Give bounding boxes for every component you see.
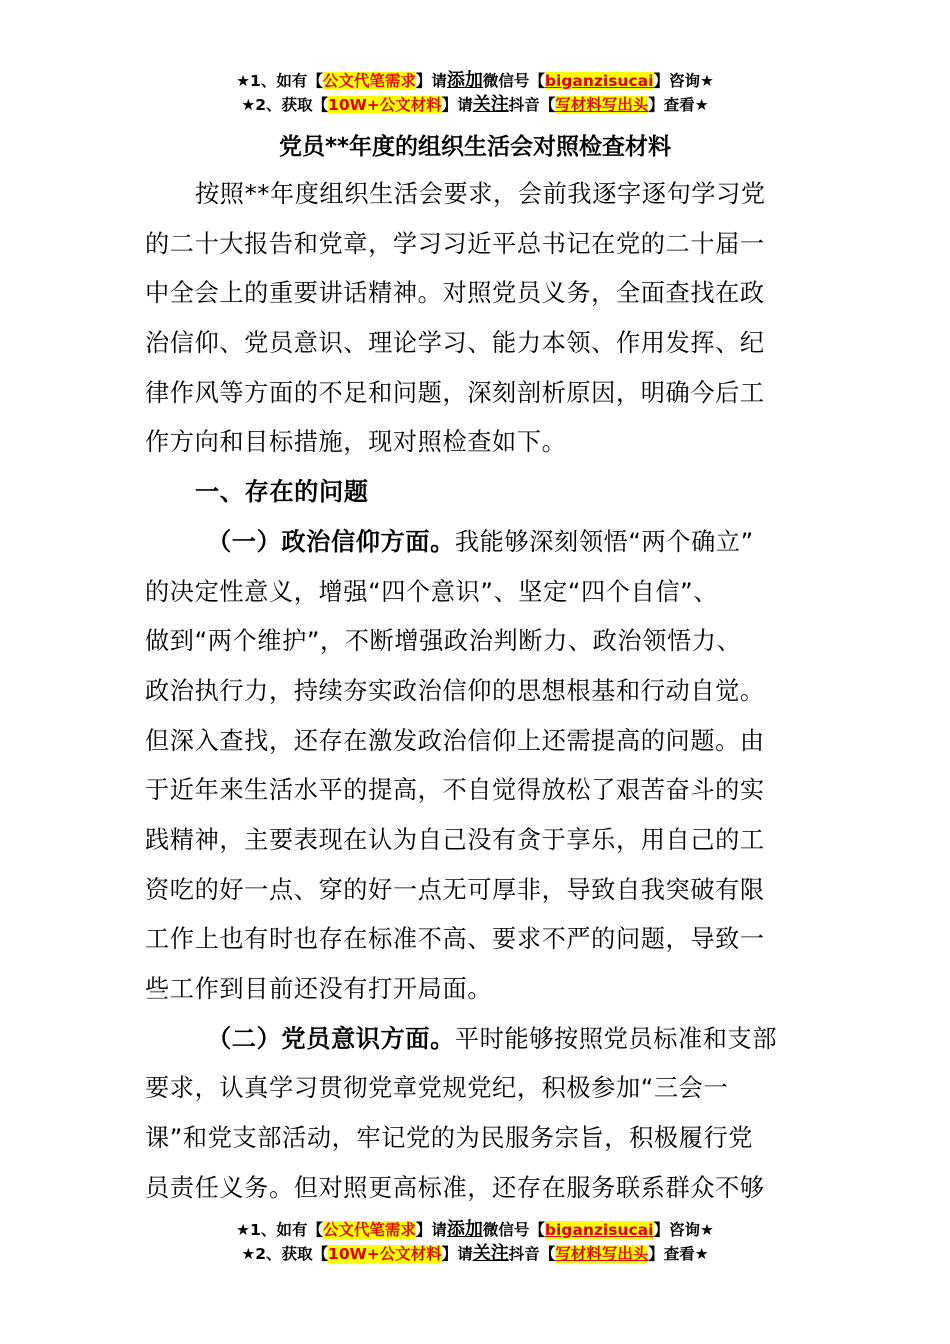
banner-text: 】查看★ (648, 1245, 709, 1263)
para-text: 我能够深刻领悟“两个确立” (454, 527, 754, 556)
banner-text: 】咨询★ (653, 1221, 714, 1239)
wechat-id: biganzisucai (544, 1221, 654, 1239)
para-line: 要求，认真学习贯彻党章党规党纪，积极参加“三会一 (145, 1074, 729, 1103)
para-line: 律作风等方面的不足和问题，深刻剖析原因，明确今后工 (145, 378, 765, 407)
banner-text: 】咨询★ (653, 72, 714, 90)
para-line: 践精神，主要表现在认为自己没有贪于享乐，用自己的工 (145, 825, 765, 854)
para-line: 的决定性意义，增强“四个意识”、坚定“四个自信”、 (145, 577, 719, 606)
banner-underline: 关注 (472, 94, 509, 115)
document-body (145, 170, 810, 1213)
para-line: 些工作到目前还没有打开局面。 (145, 975, 493, 1003)
para-line (145, 518, 810, 568)
para-text: 平时能够按照党员标准和支部 (454, 1024, 778, 1053)
wechat-id: biganzisucai (544, 72, 654, 90)
banner-text: ★1、如有【 (236, 72, 323, 90)
banner-text: 抖音【 (508, 96, 556, 114)
banner-underline: 关注 (472, 1243, 509, 1264)
para-line: 但深入查找，还存在激发政治信仰上还需提高的问题。由 (145, 726, 765, 755)
banner-text: ★2、获取【 (241, 96, 329, 114)
banner-text: ★2、获取【 (241, 1245, 329, 1263)
douyin-id: 写材料写出头 (555, 96, 649, 114)
para-line: 员责任义务。但对照更高标准，还存在服务联系群众不够 (145, 1173, 765, 1202)
para-line: 资吃的好一点、穿的好一点无可厚非，导致自我突破有限 (145, 875, 765, 904)
header-banner-line2 (0, 93, 950, 117)
banner-text: 】查看★ (648, 96, 709, 114)
document-title: 党员**年度的组织生活会对照检查材料 (278, 134, 672, 160)
para-line: 治信仰、党员意识、理论学习、能力本领、作用发挥、纪 (145, 329, 765, 358)
footer-banner-line2 (0, 1242, 950, 1266)
banner-text: 】请 (441, 96, 473, 114)
para-line: 作方向和目标措施，现对照检查如下。 (145, 428, 567, 457)
douyin-id: 写材料写出头 (555, 1245, 649, 1263)
para-line: 课”和党支部活动，牢记党的为民服务宗旨，积极履行党 (145, 1124, 754, 1153)
banner-highlight: 公文代笔需求 (322, 72, 416, 90)
banner-underline: 添加 (446, 1219, 483, 1240)
section-heading (145, 468, 810, 518)
heading-text: 一、存在的问题 (195, 478, 369, 507)
banner-text: 微信号【 (482, 72, 545, 90)
para-line: 的二十大报告和党章，学习习近平总书记在党的二十届一 (145, 229, 765, 258)
subheading: （二）党员意识方面。 (207, 1024, 455, 1053)
para-line (145, 1015, 810, 1065)
banner-highlight: 10W+公文材料 (328, 1245, 442, 1263)
para-line: 政治执行力，持续夯实政治信仰的思想根基和行动自觉。 (145, 676, 765, 705)
para-line: 做到“两个维护”，不断增强政治判断力、政治领悟力、 (145, 627, 742, 656)
footer-banner-line1 (0, 1218, 950, 1242)
banner-highlight: 10W+公文材料 (328, 96, 442, 114)
para-line: 工作上也有时也存在标准不高、要求不严的问题，导致一 (145, 925, 765, 954)
para-line: 中全会上的重要讲话精神。对照党员义务，全面查找在政 (145, 279, 765, 308)
banner-text: 微信号【 (482, 1221, 545, 1239)
header-banner-line1 (0, 69, 950, 93)
subheading: （一）政治信仰方面。 (207, 527, 455, 556)
para-line: 于近年来生活水平的提高，不自觉得放松了艰苦奋斗的实 (145, 776, 765, 805)
banner-text: 】请 (415, 1221, 447, 1239)
banner-text: 抖音【 (508, 1245, 556, 1263)
para-line: 按照**年度组织生活会要求，会前我逐字逐句学习党 (195, 180, 766, 208)
banner-highlight: 公文代笔需求 (322, 1221, 416, 1239)
banner-text: 】请 (415, 72, 447, 90)
banner-text: 】请 (441, 1245, 473, 1263)
banner-text: ★1、如有【 (236, 1221, 323, 1239)
banner-underline: 添加 (446, 70, 483, 91)
